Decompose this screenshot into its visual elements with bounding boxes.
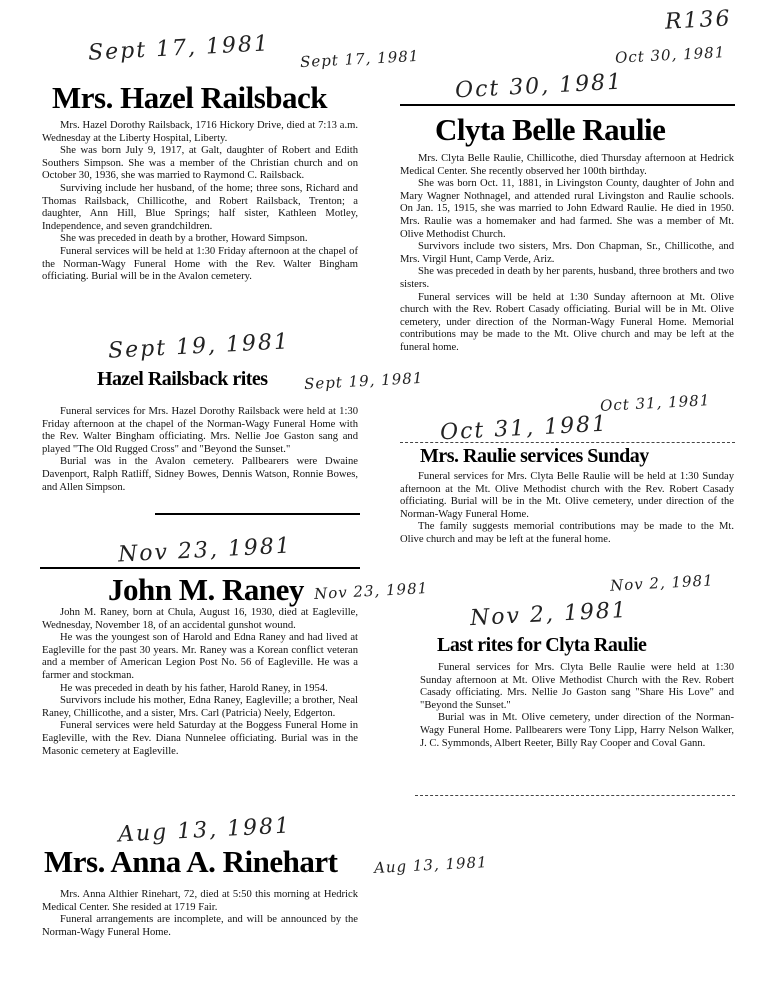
handwritten-date: Oct 30, 1981	[454, 69, 624, 104]
paragraph: She was preceded in death by a brother, Howard Simpson.	[60, 233, 308, 245]
paragraph: Mrs. Hazel Dorothy Railsback, 1716 Hickory Drive, died at 7:13 a.m. Wednesday at the Liberty Hospital, Liberty.	[42, 120, 358, 144]
paragraph: She was born Oct. 11, 1881, in Livingston County, daughter of John and Mary Wagner Nothnagel, and attended rural Livingston and Raulie schools. On Jan. 15, 1915, she was married to John Edward Raulie. He died in 1950. Mrs. Raulie was a homemaker and had farmed. She was a member of Mt. Olive Methodist Church.	[400, 178, 734, 240]
handwritten-date-overlay: Oct 30, 1981	[614, 43, 726, 67]
article-body	[420, 662, 734, 750]
paragraph: The family suggests memorial contributions may be made to the Mt. Olive church and may be left at the funeral home.	[400, 521, 734, 545]
article-body	[400, 153, 734, 355]
handwritten-date: Aug 13, 1981	[117, 813, 292, 848]
divider	[155, 513, 360, 515]
paragraph: Mrs. Clyta Belle Raulie, Chillicothe, died Thursday afternoon at Hedrick Medical Center. She recently observed her 100th birthday.	[400, 153, 734, 177]
handwritten-date-overlay: Nov 23, 1981	[313, 579, 429, 603]
divider	[400, 442, 735, 443]
page-reference-handwritten: R136	[664, 6, 733, 35]
article-body	[42, 889, 358, 939]
paragraph: John M. Raney, born at Chula, August 16, 1930, died at Eagleville, Wednesday, November 18, of an accidental gunshot wound.	[42, 607, 358, 631]
paragraph: She was born July 9, 1917, at Galt, daughter of Robert and Edith Southers Simpson. She was a member of the Christian church and on October 30, 1936, she was married to Raymond C. Railsback.	[42, 145, 358, 182]
paragraph: Funeral arrangements are incomplete, and will be announced by the Norman-Wagy Funeral Home.	[42, 914, 358, 938]
paragraph: Funeral services will be held at 1:30 Friday afternoon at the chapel of the Norman-Wagy Funeral Home with the Rev. Walter Bingham officiating. Burial will be in the Avalon cemetery.	[42, 245, 358, 283]
article-body	[42, 607, 358, 758]
paragraph: Funeral services for Mrs. Clyta Belle Raulie will be held at 1:30 Sunday afternoon at the Mt. Olive Methodist church with the Rev. Robert Casady officiating. Burial will be in the Mt. Olive cemetery, under direction of the Norman-Wagy Funeral Home.	[400, 471, 734, 520]
handwritten-date-overlay: Oct 31, 1981	[599, 391, 711, 415]
handwritten-date-overlay: Nov 2, 1981	[609, 571, 715, 595]
paragraph: Funeral services were held Saturday at the Boggess Funeral Home in Eagleville, with the Rev. Diana Nunnelee officiating. Burial was in the Masonic cemetery at Eagleville.	[42, 720, 358, 757]
handwritten-date-overlay: Sept 19, 1981	[303, 368, 424, 394]
headline: John M. Raney	[108, 572, 304, 607]
paragraph: Surviving include her husband, of the home; three sons, Richard and Thomas Railsback, Chillicothe, and Robert Railsback, Trenton; a daughter, Ann Hill, Blue Springs; half sister, Kathleen Motley, Independence, and seven grandchildren.	[42, 182, 358, 232]
paragraph: She was preceded in death by her parents, husband, three brothers and two sisters.	[400, 266, 734, 290]
handwritten-date-overlay: Aug 13, 1981	[373, 853, 489, 877]
paragraph: He was the youngest son of Harold and Edna Raney and had lived at Eagleville for the past 30 years. Mr. Raney was a Korean conflict veteran and a member of American Legion Post No. 56 of Eagleville. He was a farmer and stockman.	[42, 632, 358, 681]
headline: Clyta Belle Raulie	[435, 112, 666, 147]
divider	[40, 567, 360, 569]
handwritten-date-overlay: Sept 17, 1981	[299, 46, 420, 72]
paragraph: Mrs. Anna Althier Rinehart, 72, died at 5:50 this morning at Hedrick Medical Center. She resided at 1719 Fair.	[42, 889, 358, 913]
handwritten-date: Nov 2, 1981	[469, 597, 629, 632]
article-body	[400, 471, 734, 547]
paragraph: Funeral services will be held at 1:30 Sunday afternoon at Mt. Olive church with the Rev. Robert Casady officiating. Burial will be in Mt. Olive cemetery, under direction of the Norman-Wagy Funeral Home. Memorial contributions may be made to the Mt. Olive church and may be left at the funeral home.	[400, 291, 734, 353]
paragraph: Survivors include his mother, Edna Raney, Eagleville; a brother, Neal Raney, Chillicothe, and a sister, Mrs. Carl (Patricia) Neely, Edgerton.	[42, 695, 358, 719]
headline: Mrs. Raulie services Sunday	[420, 445, 649, 467]
divider	[400, 104, 735, 106]
headline: Mrs. Anna A. Rinehart	[44, 844, 338, 879]
paragraph: Survivors include two sisters, Mrs. Don Chapman, Sr., Chillicothe, and Mrs. Virgil Hunt, Camp Verde, Ariz.	[400, 241, 734, 265]
headline: Hazel Railsback rites	[97, 368, 268, 390]
paragraph: Funeral services for Mrs. Clyta Belle Raulie were held at 1:30 Sunday afternoon at Mt. Olive Methodist Church with the Rev. Robert Casady officiating. Mrs. Nellie Jo Gaston sang "Share His Love" and "Beyond the Sunset."	[420, 662, 734, 711]
article-body	[42, 120, 358, 284]
headline: Last rites for Clyta Raulie	[437, 634, 647, 656]
paragraph: He was preceded in death by his father, Harold Raney, in 1954.	[60, 682, 328, 694]
paragraph: Burial was in the Avalon cemetery. Pallbearers were Dwaine Davenport, Ralph Ratliff, Sidney Bowes, Dennis Watson, Ronnie Bowes, and Allen Simpson.	[42, 456, 358, 493]
handwritten-date: Sept 19, 1981	[107, 329, 291, 364]
handwritten-date: Nov 23, 1981	[117, 533, 293, 568]
handwritten-date: Sept 17, 1981	[87, 31, 271, 66]
headline: Mrs. Hazel Railsback	[52, 80, 327, 115]
divider	[415, 795, 735, 796]
paragraph: Funeral services for Mrs. Hazel Dorothy Railsback were held at 1:30 Friday afternoon at the chapel of the Norman-Wagy Funeral Home with the Rev. Walter Bingham officiating. Mrs. Nellie Joe Gaston sang and played "The Old Rugged Cross" and "Beyond the Sunset."	[42, 406, 358, 455]
paragraph: Burial was in Mt. Olive cemetery, under direction of the Norman-Wagy Funeral Home. Pallbearers were Tony Lipp, Harry Nelson Walker, J. C. Symmonds, Albert Reeter, Billy Ray Cooper and Coval Gann.	[420, 712, 734, 749]
handwritten-date: Oct 31, 1981	[439, 411, 609, 446]
article-body	[42, 406, 358, 494]
